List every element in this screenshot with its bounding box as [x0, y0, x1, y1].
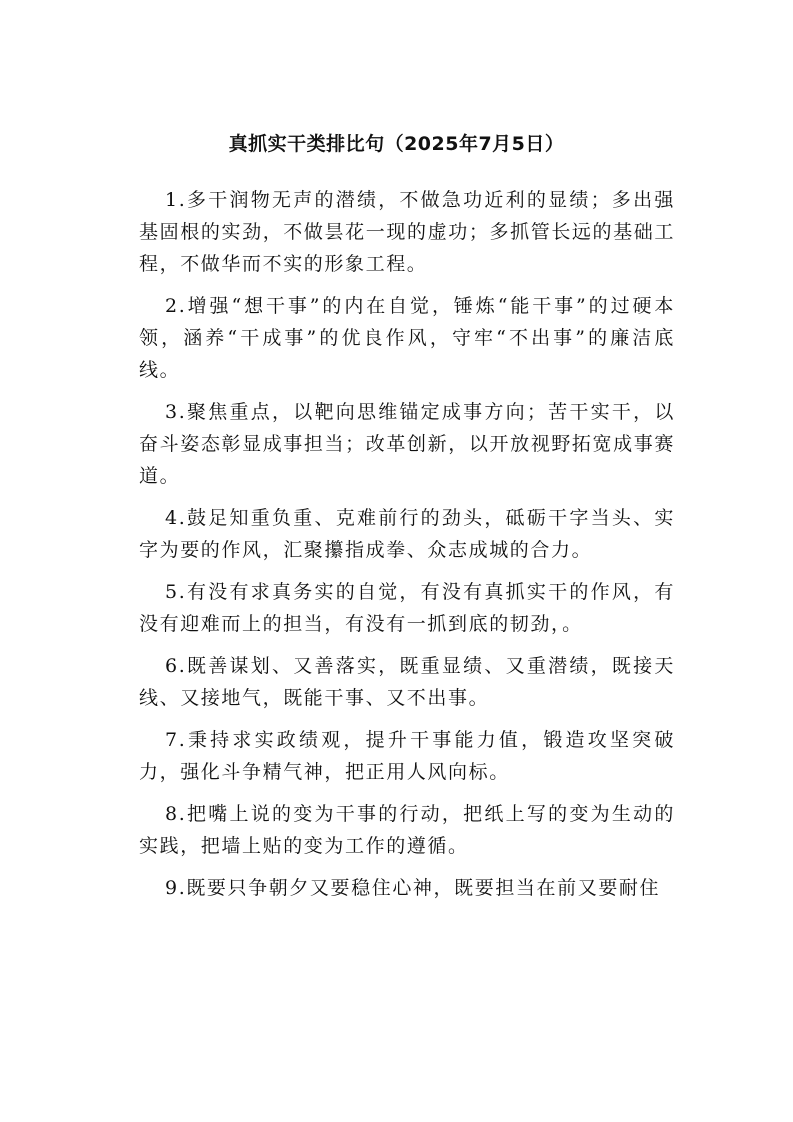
paragraph-6: 6.既善谋划、又善落实，既重显绩、又重潜绩，既接天线、又接地气，既能干事、又不出事。 [139, 655, 675, 709]
paragraph-3: 3.聚焦重点，以靶向思维锚定成事方向；苦干实干，以奋斗姿态彰显成事担当；改革创新，以开放视野拓宽成事赛道。 [139, 401, 675, 487]
paragraph-4: 4.鼓足知重负重、克难前行的劲头，砥砺干字当头、实字为要的作风，汇聚攥指成拳、众志成城的合力。 [139, 507, 675, 561]
paragraph-9: 9.既要只争朝夕又要稳住心神，既要担当在前又要耐住 [165, 877, 661, 899]
paragraph-2: 2.增强“想干事”的内在自觉，锤炼“能干事”的过硬本领，涵养“干成事”的优良作风，守牢“不出事”的廉洁底线。 [139, 295, 675, 381]
paragraph-1: 1.多干润物无声的潜绩，不做急功近利的显绩；多出强基固根的实劲，不做昙花一现的虚功；多抓管长远的基础工程，不做华而不实的形象工程。 [139, 189, 675, 275]
document-title: 真抓实干类排比句（2025年7月5日） [228, 133, 565, 155]
paragraph-5: 5.有没有求真务实的自觉，有没有真抓实干的作风，有没有迎难而上的担当，有没有一抓到底的韧劲，。 [139, 581, 675, 635]
paragraph-8: 8.把嘴上说的变为干事的行动，把纸上写的变为生动的实践，把墙上贴的变为工作的遵循。 [139, 803, 675, 857]
paragraph-7: 7.秉持求实政绩观，提升干事能力值，锻造攻坚突破力，强化斗争精气神，把正用人风向标。 [139, 729, 675, 783]
document-body [139, 184, 675, 904]
